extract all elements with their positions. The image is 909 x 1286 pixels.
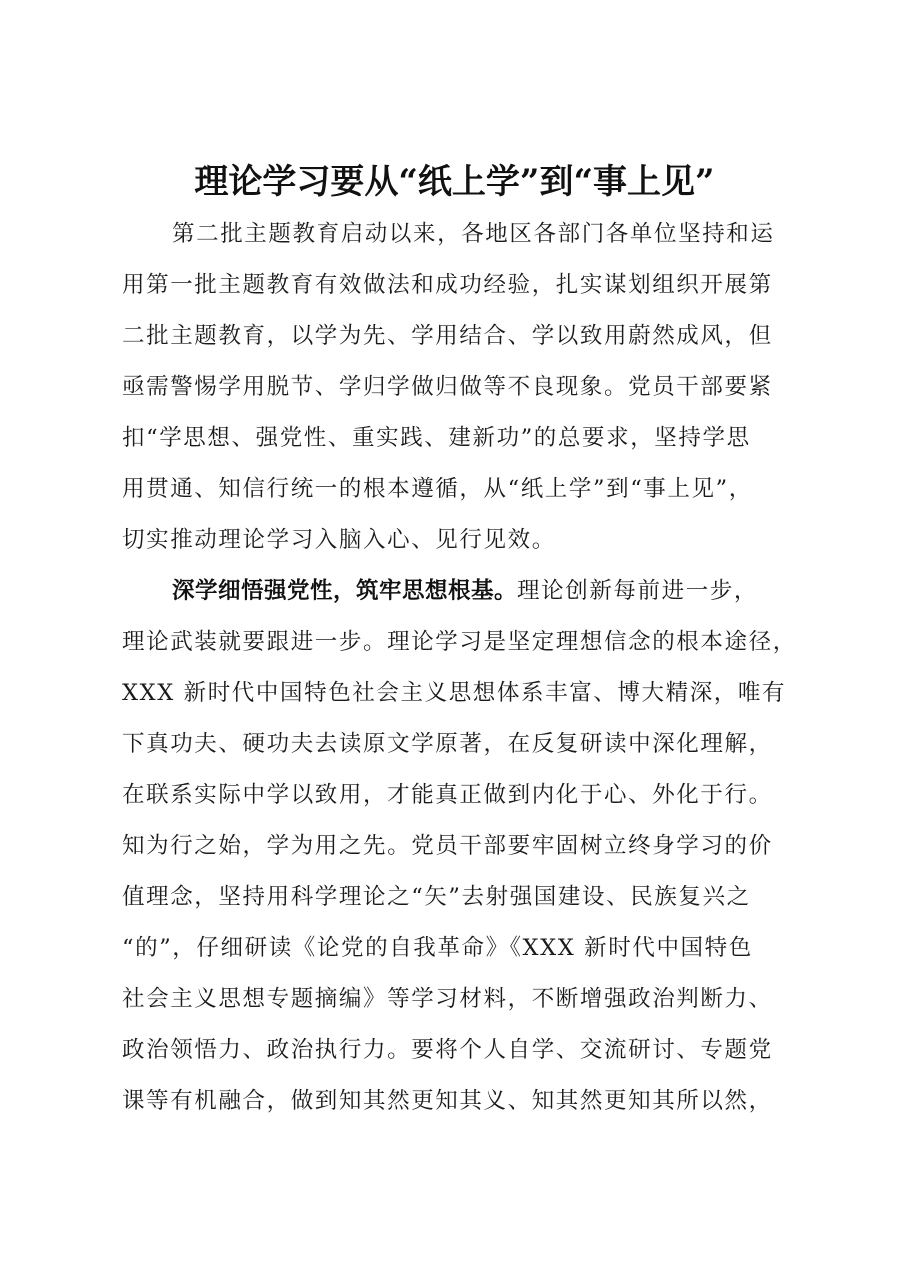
paragraph-line: 扣“学思想、强党性、重实践、建新功”的总要求，坚持学思: [122, 425, 751, 451]
paragraph-line: 在联系实际中学以致用，才能真正做到内化于心、外化于行。: [122, 782, 773, 808]
paragraph-line: 二批主题教育，以学为先、学用结合、学以致用蔚然成风，但: [122, 323, 773, 349]
section-lead-heading: 深学细悟强党性，筑牢思想根基。: [172, 578, 518, 604]
paragraph-line: “的”，仔细研读《论党的自我革命》《XXX 新时代中国特色: [122, 935, 753, 961]
paragraph-line: 课等有机融合，做到知其然更知其义、知其然更知其所以然，: [122, 1088, 773, 1114]
document-title: 理论学习要从“纸上学”到“事上见”: [194, 162, 715, 202]
paragraph-line: 社会主义思想专题摘编》等学习材料，不断增强政治判断力、: [122, 986, 773, 1012]
paragraph-line: 亟需警惕学用脱节、学归学做归做等不良现象。党员干部要紧: [122, 374, 773, 400]
paragraph-line: 用贯通、知信行统一的根本遵循，从“纸上学”到“事上见”，: [122, 476, 753, 502]
paragraph-line: 理论武装就要跟进一步。理论学习是坚定理想信念的根本途径，: [122, 629, 797, 655]
paragraph-line: 政治领悟力、政治执行力。要将个人自学、交流研讨、专题党: [122, 1037, 773, 1063]
paragraph-line: 下真功夫、硬功夫去读原文学原著，在反复研读中深化理解，: [122, 731, 773, 757]
paragraph-line: 切实推动理论学习入脑入心、见行见效。: [122, 527, 556, 553]
paragraph-intro: [122, 209, 807, 566]
paragraph-line: 第二批主题教育启动以来，各地区各部门各单位坚持和运: [172, 221, 775, 247]
paragraph-line: XXX 新时代中国特色社会主义思想体系丰富、博大精深，唯有: [122, 680, 787, 706]
paragraph-line: 知为行之始，学为用之先。党员干部要牢固树立终身学习的价: [122, 833, 773, 859]
paragraph-section-1: [122, 566, 807, 1127]
paragraph-line: 值理念，坚持用科学理论之“矢”去射强国建设、民族复兴之: [122, 884, 751, 910]
paragraph-line: 用第一批主题教育有效做法和成功经验，扎实谋划组织开展第: [122, 272, 773, 298]
paragraph-line-text: 理论创新每前进一步，: [517, 578, 759, 604]
paragraph-line: [122, 566, 807, 617]
